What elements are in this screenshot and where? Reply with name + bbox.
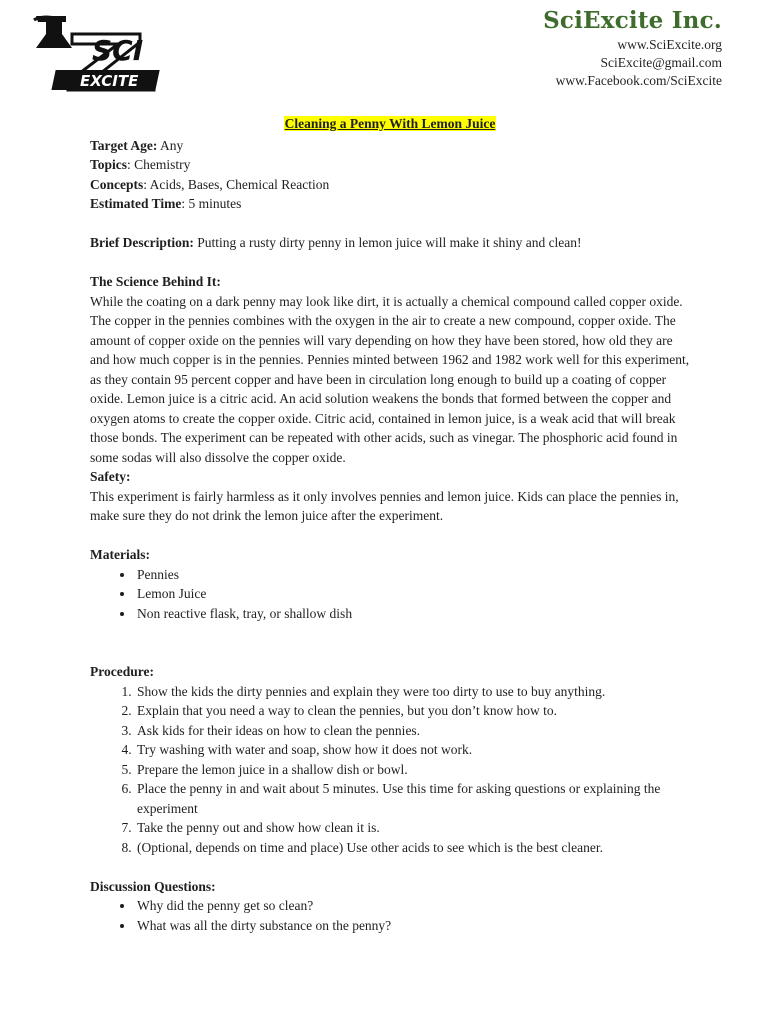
time-line: [90, 194, 690, 214]
list-item: • Pennies: [135, 565, 690, 585]
target-age-line: [90, 136, 690, 156]
procedure-step: 8. (Optional, depends on time and place) Use other acids to see which is the best cleaner.: [135, 838, 690, 858]
brief-text: Putting a rusty dirty penny in lemon juice will make it shiny and clean!: [193, 235, 582, 250]
procedure-list: [90, 682, 690, 858]
procedure-step: 1. Show the kids the dirty pennies and explain they were too dirty to use to buy anything.: [135, 682, 690, 702]
materials-list: [90, 565, 690, 624]
target-age-value: Any: [157, 137, 184, 153]
list-item: • Why did the penny get so clean?: [135, 896, 690, 916]
discussion-heading: [90, 877, 690, 897]
time-value: : 5 minutes: [181, 196, 242, 211]
brief-description: [90, 233, 690, 253]
target-age-label: Target Age:: [90, 137, 158, 153]
facebook-link[interactable]: www.Facebook.com/SciExcite: [555, 73, 722, 88]
list-item: • Lemon Juice: [135, 584, 690, 604]
email-link[interactable]: SciExcite@gmail.com: [600, 55, 722, 70]
science-heading: [90, 272, 690, 292]
science-text: While the coating on a dark penny may look like dirt, it is actually a chemical compound called copper oxide. The copper in the pennies combines with the oxygen in the air to create a new compound, copper oxide. The amount of copper oxide on the pennies will vary depending on how they have been stored, how old they are and how much copper is in the pennies. Pennies minted between 1962 and 1982 work well for this experiment, as they contain 95 percent copper and have been in circulation long enough to build up a coating of copper oxide. Lemon juice is a citric acid. An acid solution weakens the bonds that formed between the copper and oxygen atoms to create the copper oxide. Citric acid, contained in lemon juice, is a weak acid that will break those bonds. The experiment can be repeated with other acids, such as vinegar. The phosphoric acid found in some sodas will also dissolve the copper oxide.: [90, 293, 690, 465]
procedure-step: 2. Explain that you need a way to clean the pennies, but you don’t know how to.: [135, 701, 690, 721]
title-row: [90, 114, 690, 134]
topics-label: Topics: [90, 157, 128, 172]
safety-heading: [90, 467, 690, 487]
company-info: [543, 6, 722, 90]
concepts-label: Concepts: [90, 176, 144, 192]
brief-label: Brief Description:: [90, 235, 194, 250]
beaker-logo-icon: [32, 12, 182, 98]
procedure-step: 3. Ask kids for their ideas on how to clean the pennies.: [135, 721, 690, 741]
procedure-step: 4. Try washing with water and soap, show how it does not work.: [135, 740, 690, 760]
discussion-list: [90, 896, 690, 935]
procedure-step: 7. Take the penny out and show how clean it is.: [135, 818, 690, 838]
sciexcite-logo: [32, 12, 182, 98]
list-item: • What was all the dirty substance on the penny?: [135, 916, 690, 936]
discussion-heading-text: Discussion Questions:: [90, 878, 216, 894]
safety-heading-text: Safety:: [90, 469, 131, 484]
document-body: [90, 114, 690, 935]
topics-value: : Chemistry: [127, 157, 191, 172]
safety-text: This experiment is fairly harmless as it only involves pennies and lemon juice. Kids can place the pennies in, make sure they do not drink the lemon juice after the experiment.: [90, 488, 679, 523]
materials-heading: [90, 545, 690, 565]
procedure-heading: [90, 662, 690, 682]
website-link[interactable]: www.SciExcite.org: [617, 37, 722, 52]
concepts-value: : Acids, Bases, Chemical Reaction: [143, 176, 330, 192]
document-title: Cleaning a Penny With Lemon Juice: [284, 116, 496, 131]
procedure-step: 6. Place the penny in and wait about 5 minutes. Use this time for asking questions or explaining the experiment: [135, 779, 690, 818]
company-name: SciExcite Inc.: [543, 7, 722, 34]
materials-heading-text: Materials:: [90, 547, 150, 562]
flask-shape: [36, 16, 72, 48]
logo-excite-text: EXCITE: [80, 72, 139, 90]
topics-line: [90, 155, 690, 175]
time-label: Estimated Time: [90, 196, 182, 211]
procedure-heading-text: Procedure:: [90, 664, 154, 679]
concepts-line: [90, 175, 690, 195]
logo-sci-text: SCI: [92, 34, 144, 67]
science-heading-text: The Science Behind It:: [90, 274, 221, 289]
list-item: • Non reactive flask, tray, or shallow dish: [135, 604, 690, 624]
procedure-step: 5. Prepare the lemon juice in a shallow dish or bowl.: [135, 760, 690, 780]
